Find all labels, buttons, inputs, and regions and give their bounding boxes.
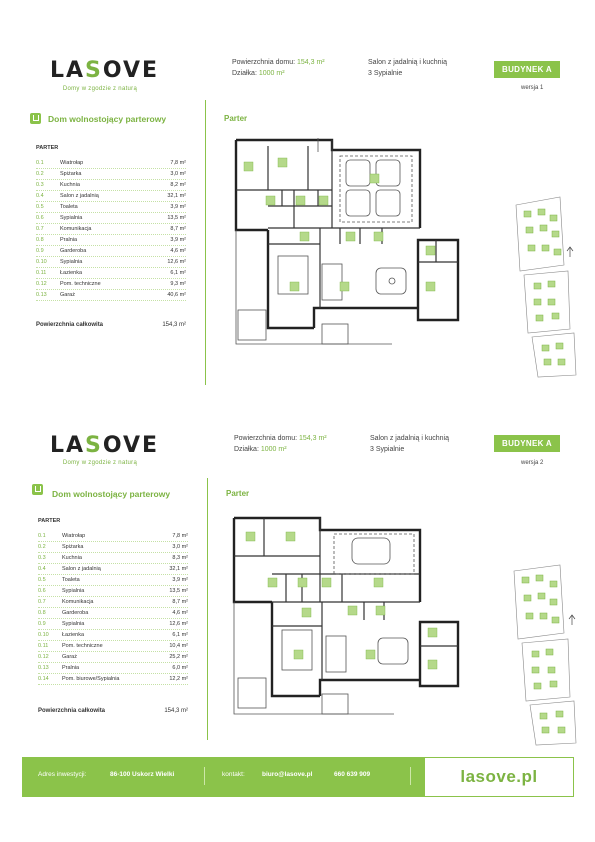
room-name: Spiżarka bbox=[60, 171, 82, 177]
room-row bbox=[38, 641, 188, 652]
room-name: Wiatrołap bbox=[60, 160, 84, 166]
room-number: 0.11 bbox=[36, 270, 47, 276]
building-sheet-version-2 bbox=[0, 418, 595, 753]
room-row bbox=[36, 224, 186, 235]
room-area: 6,1 m² bbox=[170, 270, 186, 276]
room-row bbox=[38, 608, 188, 619]
room-number: 0.11 bbox=[38, 643, 49, 649]
room-number: 0.1 bbox=[36, 160, 44, 166]
room-name: Salon z jadalnią bbox=[60, 193, 99, 199]
rooms-table bbox=[36, 158, 186, 301]
room-area: 13,5 m² bbox=[169, 588, 188, 594]
room-number: 0.4 bbox=[38, 566, 46, 572]
room-area: 8,7 m² bbox=[170, 226, 186, 232]
room-name: Pom. techniczne bbox=[62, 643, 103, 649]
room-row bbox=[38, 630, 188, 641]
footer-divider bbox=[410, 767, 411, 785]
room-area: 25,2 m² bbox=[169, 654, 188, 660]
address-label: Adres inwestycji: bbox=[38, 771, 87, 778]
sheet-title: Dom wolnostojący parterowy bbox=[52, 489, 171, 499]
house-area-info: Powierzchnia domu: 154,3 m² Działka: 1000 m² bbox=[232, 59, 325, 77]
plan-label: Parter bbox=[226, 489, 250, 498]
room-name: Wiatrołap bbox=[62, 533, 86, 539]
sheet-title: Dom wolnostojący parterowy bbox=[48, 114, 167, 124]
room-area: 9,3 m² bbox=[170, 281, 186, 287]
room-number: 0.13 bbox=[38, 665, 49, 671]
room-number: 0.9 bbox=[36, 248, 44, 254]
room-number: 0.9 bbox=[38, 621, 46, 627]
room-name: Sypialnia bbox=[62, 588, 85, 594]
room-name: Pralnia bbox=[60, 237, 78, 243]
building-sheet-version-1 bbox=[0, 0, 595, 400]
room-row bbox=[36, 191, 186, 202]
site-map bbox=[508, 563, 588, 748]
room-name: Salon z jadalnią bbox=[62, 566, 101, 572]
room-number: 0.10 bbox=[36, 259, 47, 265]
contact-label: kontakt: bbox=[222, 771, 245, 778]
room-name: Sypialnia bbox=[62, 621, 85, 627]
floor-plan bbox=[224, 510, 474, 740]
room-area: 3,9 m² bbox=[170, 237, 186, 243]
room-number: 0.8 bbox=[38, 610, 46, 616]
room-area: 7,8 m² bbox=[170, 160, 186, 166]
room-row bbox=[38, 575, 188, 586]
address-value: 86-100 Uskorz Wielki bbox=[110, 771, 175, 778]
room-area: 32,1 m² bbox=[167, 193, 186, 199]
room-row bbox=[38, 586, 188, 597]
room-row bbox=[36, 202, 186, 213]
room-name: Garaż bbox=[62, 654, 77, 660]
room-name: Spiżarka bbox=[62, 544, 84, 550]
total-area-row: Powierzchnia całkowita 154,3 m² bbox=[36, 322, 186, 328]
room-area: 12,6 m² bbox=[169, 621, 188, 627]
room-row bbox=[38, 542, 188, 553]
room-area: 40,6 m² bbox=[167, 292, 186, 298]
room-row bbox=[36, 213, 186, 224]
room-row bbox=[38, 619, 188, 630]
room-row bbox=[36, 279, 186, 290]
room-area: 3,0 m² bbox=[172, 544, 188, 550]
room-name: Sypialnia bbox=[60, 215, 83, 221]
total-area-row: Powierzchnia całkowita 154,3 m² bbox=[38, 708, 188, 714]
room-area: 12,2 m² bbox=[169, 676, 188, 682]
divider bbox=[205, 100, 206, 385]
house-icon bbox=[32, 484, 43, 495]
room-area: 3,0 m² bbox=[170, 171, 186, 177]
room-row bbox=[36, 169, 186, 180]
room-name: Pom. biurowe/Sypialnia bbox=[62, 676, 120, 682]
room-area: 7,8 m² bbox=[172, 533, 188, 539]
tagline: Domy w zgodzie z naturą bbox=[62, 86, 138, 92]
room-row bbox=[38, 531, 188, 542]
lasove-logo: LASOVE bbox=[50, 58, 160, 83]
room-name: Kuchnia bbox=[60, 182, 80, 188]
room-row bbox=[38, 553, 188, 564]
room-number: 0.8 bbox=[36, 237, 44, 243]
building-badge: BUDYNEK A bbox=[494, 61, 560, 78]
floor-plan bbox=[222, 132, 472, 362]
room-row bbox=[38, 597, 188, 608]
room-area: 4,6 m² bbox=[170, 248, 186, 254]
email-link[interactable]: biuro@lasove.pl bbox=[262, 771, 313, 778]
rooms-heading: PARTER bbox=[36, 145, 59, 151]
room-name: Komunikacja bbox=[62, 599, 94, 605]
room-area: 8,7 m² bbox=[172, 599, 188, 605]
tagline: Domy w zgodzie z naturą bbox=[62, 460, 138, 466]
room-number: 0.3 bbox=[36, 182, 44, 188]
room-row bbox=[36, 180, 186, 191]
room-area: 8,3 m² bbox=[172, 555, 188, 561]
room-area: 3,9 m² bbox=[172, 577, 188, 583]
room-name: Sypialnia bbox=[60, 259, 83, 265]
room-name: Komunikacja bbox=[60, 226, 92, 232]
room-number: 0.14 bbox=[38, 676, 49, 682]
room-number: 0.6 bbox=[36, 215, 44, 221]
room-number: 0.6 bbox=[38, 588, 46, 594]
room-number: 0.13 bbox=[36, 292, 47, 298]
room-number: 0.7 bbox=[36, 226, 44, 232]
room-number: 0.7 bbox=[38, 599, 46, 605]
room-row bbox=[38, 674, 188, 685]
divider bbox=[207, 478, 208, 740]
room-row bbox=[36, 235, 186, 246]
room-number: 0.2 bbox=[38, 544, 46, 550]
room-name: Łazienka bbox=[62, 632, 85, 638]
lasove-logo: LASOVE bbox=[50, 433, 160, 458]
features-info: Salon z jadalnią i kuchnią 3 Sypialnie bbox=[370, 435, 449, 453]
rooms-heading: PARTER bbox=[38, 518, 61, 524]
house-icon bbox=[30, 113, 41, 124]
rooms-table bbox=[38, 531, 188, 685]
room-area: 6,0 m² bbox=[172, 665, 188, 671]
room-number: 0.5 bbox=[38, 577, 46, 583]
room-row bbox=[36, 246, 186, 257]
room-name: Pom. techniczne bbox=[60, 281, 101, 287]
version-label: wersja 2 bbox=[521, 460, 544, 466]
site-map bbox=[510, 195, 588, 380]
footer-bar bbox=[22, 757, 574, 797]
room-area: 8,2 m² bbox=[170, 182, 186, 188]
room-name: Łazienka bbox=[60, 270, 83, 276]
version-label: wersja 1 bbox=[521, 85, 544, 91]
room-number: 0.2 bbox=[36, 171, 44, 177]
room-area: 32,1 m² bbox=[169, 566, 188, 572]
features-info: Salon z jadalnią i kuchnią 3 Sypialnie bbox=[368, 59, 447, 77]
room-row bbox=[36, 257, 186, 268]
room-row bbox=[38, 564, 188, 575]
room-name: Garderoba bbox=[60, 248, 87, 254]
room-row bbox=[36, 158, 186, 169]
website-link[interactable]: lasove.pl bbox=[424, 757, 574, 797]
room-name: Garderoba bbox=[62, 610, 89, 616]
plan-label: Parter bbox=[224, 114, 248, 123]
building-badge: BUDYNEK A bbox=[494, 435, 560, 452]
room-area: 10,4 m² bbox=[169, 643, 188, 649]
room-area: 4,6 m² bbox=[172, 610, 188, 616]
room-number: 0.4 bbox=[36, 193, 44, 199]
house-area-info: Powierzchnia domu: 154,3 m² Działka: 1000 m² bbox=[234, 435, 327, 453]
room-row bbox=[38, 663, 188, 674]
room-number: 0.5 bbox=[36, 204, 44, 210]
room-name: Kuchnia bbox=[62, 555, 82, 561]
room-area: 6,1 m² bbox=[172, 632, 188, 638]
room-name: Toaleta bbox=[60, 204, 78, 210]
room-number: 0.3 bbox=[38, 555, 46, 561]
room-name: Toaleta bbox=[62, 577, 80, 583]
room-row bbox=[36, 290, 186, 301]
room-number: 0.1 bbox=[38, 533, 46, 539]
room-number: 0.10 bbox=[38, 632, 49, 638]
footer-divider bbox=[204, 767, 205, 785]
room-row bbox=[36, 268, 186, 279]
room-name: Pralnia bbox=[62, 665, 80, 671]
phone-number[interactable]: 660 639 909 bbox=[334, 771, 371, 778]
room-area: 12,6 m² bbox=[167, 259, 186, 265]
room-area: 13,5 m² bbox=[167, 215, 186, 221]
room-area: 3,9 m² bbox=[170, 204, 186, 210]
room-number: 0.12 bbox=[38, 654, 49, 660]
room-name: Garaż bbox=[60, 292, 75, 298]
room-row bbox=[38, 652, 188, 663]
room-number: 0.12 bbox=[36, 281, 47, 287]
